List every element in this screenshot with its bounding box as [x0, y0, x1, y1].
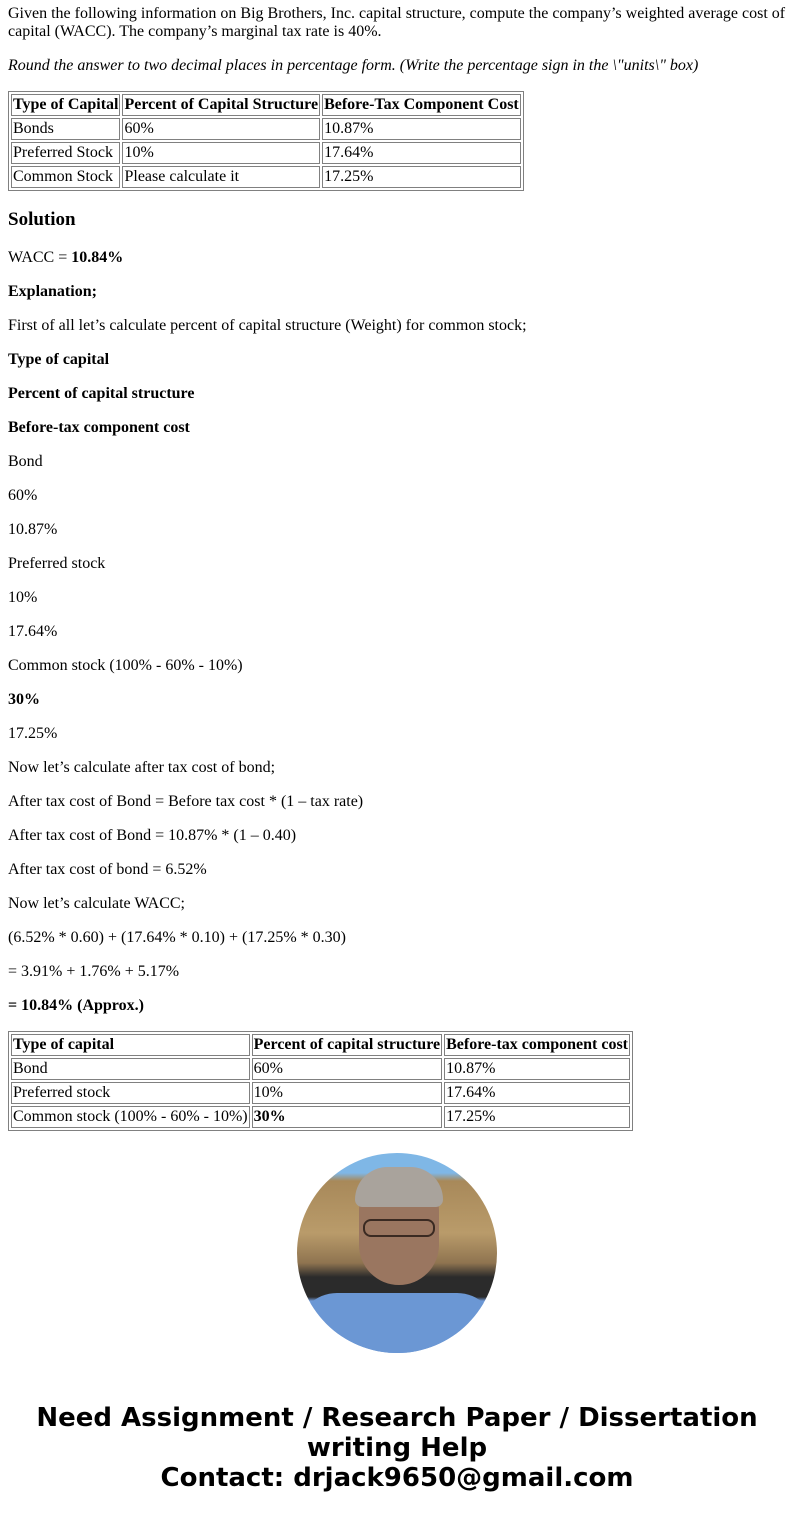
table-cell: 60%: [122, 118, 320, 140]
list-item: Bond: [8, 453, 43, 470]
list-item: Preferred stock: [8, 555, 106, 572]
table-cell: Preferred stock: [11, 1082, 250, 1104]
table-cell: Please calculate it: [122, 166, 320, 188]
table-cell: Common Stock: [11, 166, 120, 188]
table-row: [11, 166, 521, 188]
table-cell: Bond: [11, 1058, 250, 1080]
list-header: Type of capital: [8, 351, 110, 368]
contact-banner-line2: Contact: drjack9650@gmail.com: [160, 1463, 634, 1493]
list-item: 17.25%: [8, 725, 58, 742]
list-item: 10.87%: [8, 521, 58, 538]
list-header: Percent of capital structure: [8, 385, 195, 402]
question-text: Given the following information on Big Brothers, Inc. capital structure, compute the company’s weighted average cost of capital (WACC). The company’s marginal tax rate is 40%.: [8, 5, 786, 40]
table-header: Before-tax component cost: [444, 1034, 630, 1056]
calc-step: After tax cost of Bond = 10.87% * (1 – 0.40): [8, 827, 297, 844]
calc-step: After tax cost of bond = 6.52%: [8, 861, 207, 878]
author-photo-container: [0, 1153, 794, 1353]
avatar-hair-shape: [355, 1167, 443, 1207]
table-cell: Preferred Stock: [11, 142, 120, 164]
table-header: Before-Tax Component Cost: [322, 94, 521, 116]
table-header: Type of capital: [11, 1034, 250, 1056]
table-cell: Bonds: [11, 118, 120, 140]
table-cell: 10%: [252, 1082, 442, 1104]
given-data-table: [8, 91, 524, 191]
contact-banner-line1: Need Assignment / Research Paper / Dissertation writing Help: [36, 1403, 758, 1463]
table-row: [11, 1082, 630, 1104]
contact-banner: [0, 1403, 794, 1493]
table-cell: 17.25%: [322, 166, 521, 188]
table-cell: 17.25%: [444, 1106, 630, 1128]
avatar-glasses-shape: [363, 1219, 435, 1237]
table-cell: Common stock (100% - 60% - 10%): [11, 1106, 250, 1128]
table-header-row: [11, 94, 521, 116]
calc-step: After tax cost of Bond = Before tax cost * (1 – tax rate): [8, 793, 364, 810]
table-row: [11, 1058, 630, 1080]
list-item: 17.64%: [8, 623, 58, 640]
list-item: 30%: [8, 691, 40, 708]
table-cell: 60%: [252, 1058, 442, 1080]
table-header: Type of Capital: [11, 94, 120, 116]
list-item: Common stock (100% - 60% - 10%): [8, 657, 243, 674]
table-row: [11, 142, 521, 164]
explanation-label: Explanation;: [8, 283, 97, 300]
table-cell: 30%: [252, 1106, 442, 1128]
list-item: 10%: [8, 589, 38, 606]
table-cell: 10%: [122, 142, 320, 164]
wacc-answer: WACC = 10.84%: [8, 249, 124, 266]
solution-heading: Solution: [8, 209, 76, 230]
summary-table: [8, 1031, 633, 1131]
list-item: 60%: [8, 487, 38, 504]
table-cell: 17.64%: [444, 1082, 630, 1104]
author-avatar: [297, 1153, 497, 1353]
question-instruction: Round the answer to two decimal places in percentage form. (Write the percentage sign in the \"units\" box): [8, 57, 699, 74]
calc-step: Now let’s calculate WACC;: [8, 895, 185, 912]
table-header: Percent of Capital Structure: [122, 94, 320, 116]
final-result: = 10.84% (Approx.): [8, 997, 144, 1014]
table-row: [11, 118, 521, 140]
avatar-shirt-shape: [297, 1293, 497, 1353]
list-header: Before-tax component cost: [8, 419, 190, 436]
table-cell: 10.87%: [444, 1058, 630, 1080]
table-cell: 10.87%: [322, 118, 521, 140]
explanation-intro: First of all let’s calculate percent of capital structure (Weight) for common stock;: [8, 317, 527, 334]
calc-step: = 3.91% + 1.76% + 5.17%: [8, 963, 180, 980]
table-cell: 17.64%: [322, 142, 521, 164]
table-header-row: [11, 1034, 630, 1056]
table-header: Percent of capital structure: [252, 1034, 442, 1056]
calc-step: (6.52% * 0.60) + (17.64% * 0.10) + (17.25% * 0.30): [8, 929, 346, 946]
calc-step: Now let’s calculate after tax cost of bond;: [8, 759, 276, 776]
table-row: [11, 1106, 630, 1128]
